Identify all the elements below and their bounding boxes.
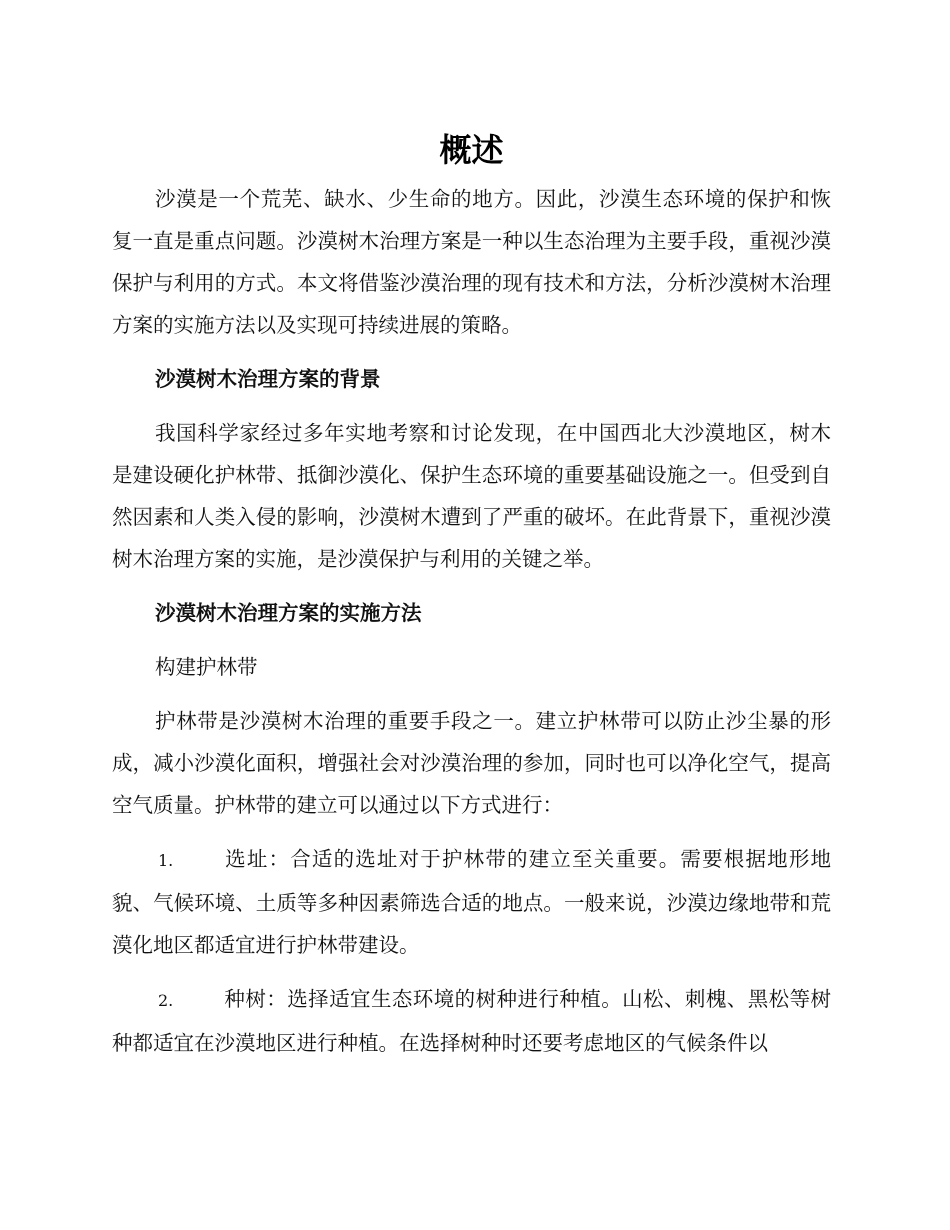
shelterbelt-paragraph: 护林带是沙漠树木治理的重要手段之一。建立护林带可以防止沙尘暴的形成，减小沙漠化面积，增强社会对沙漠治理的参加，同时也可以净化空气，提高空气质量。护林带的建立可以通过以下方式进行：: [112, 709, 831, 817]
section-heading-methods: 沙漠树木治理方案的实施方法: [155, 601, 422, 625]
list-item: [112, 838, 831, 966]
section-heading-background: 沙漠树木治理方案的背景: [155, 367, 381, 391]
background-paragraph: 我国科学家经过多年实地考察和讨论发现，在中国西北大沙漠地区，树木是建设硬化护林带、抵御沙漠化、保护生态环境的重要基础设施之一。但受到自然因素和人类入侵的影响，沙漠树木遭到了严重的破坏。在此背景下，重视沙漠树木治理方案的实施，是沙漠保护与利用的关键之举。: [112, 421, 831, 571]
list-item-number: 2.: [158, 991, 174, 1010]
document-title: 概述: [439, 131, 504, 169]
intro-paragraph: 沙漠是一个荒芜、缺水、少生命的地方。因此，沙漠生态环境的保护和恢复一直是重点问题。沙漠树木治理方案是一种以生态治理为主要手段，重视沙漠保护与利用的方式。本文将借鉴沙漠治理的现有技术和方法，分析沙漠树木治理方案的实施方法以及实现可持续进展的策略。: [112, 187, 831, 337]
list-item-text: 种树：选择适宜生态环境的树种进行种植。山松、刺槐、黑松等树种都适宜在沙漠地区进行种植。在选择树种时还要考虑地区的气候条件以: [112, 987, 831, 1055]
list-item-number: 1.: [158, 851, 174, 870]
list-item-text: 选址：合适的选址对于护林带的建立至关重要。需要根据地形地貌、气候环境、土质等多种因素筛选合适的地点。一般来说，沙漠边缘地带和荒漠化地区都适宜进行护林带建设。: [112, 847, 831, 957]
subheading-shelterbelt: 构建护林带: [155, 655, 258, 679]
list-item: [112, 978, 831, 1064]
document-page: [112, 128, 831, 1064]
